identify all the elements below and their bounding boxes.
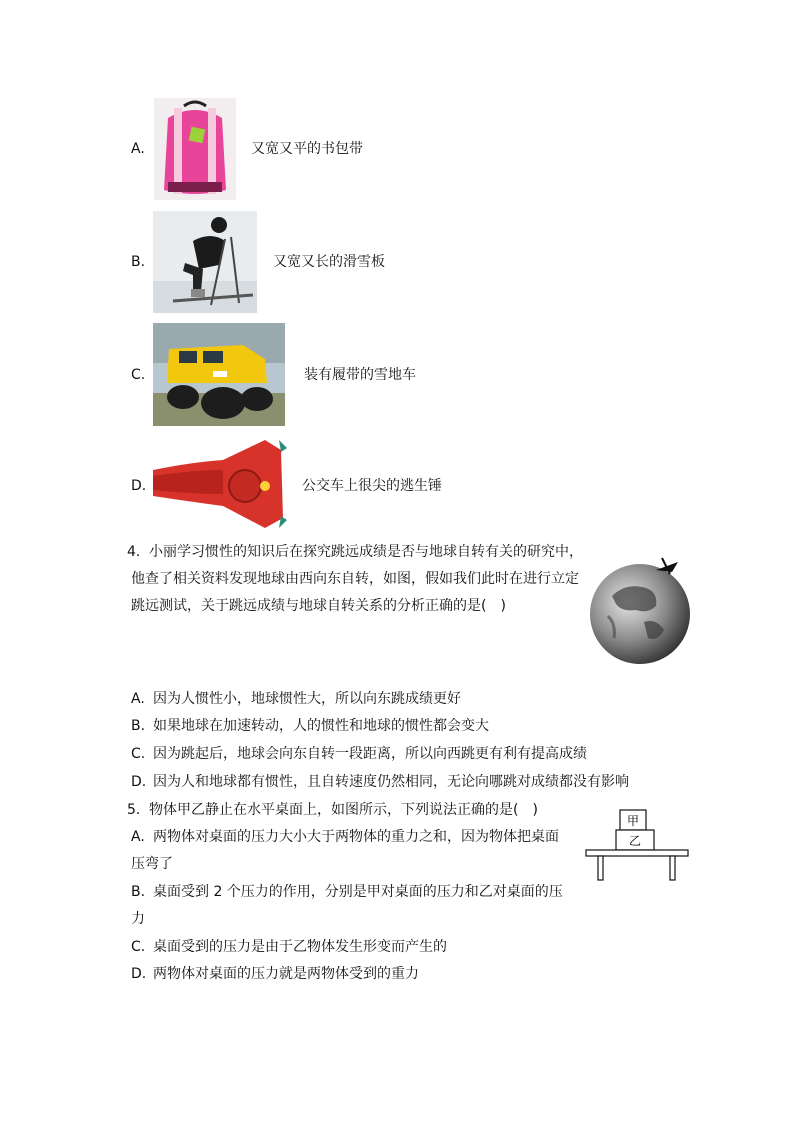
option-text: 因为人和地球都有惯性，且自转速度仍然相同，无论向哪跳对成绩都没有影响 — [153, 774, 629, 790]
option-text: 又宽又长的滑雪板 — [273, 254, 385, 270]
option-letter: B. — [131, 254, 146, 270]
option-text: 如果地球在加速转动，人的惯性和地球的惯性都会变大 — [153, 718, 489, 734]
option-letter: C. — [131, 746, 146, 762]
option-letter: D. — [131, 478, 147, 494]
option-text: 两物体对桌面的压力大小大于两物体的重力之和，因为物体把桌面 — [153, 829, 559, 845]
option-text-continued: 力 — [131, 911, 145, 927]
option-text: 因为跳起后，地球会向东自转一段距离，所以向西跳更有利有提高成绩 — [153, 746, 587, 762]
option-text: 装有履带的雪地车 — [304, 367, 416, 383]
option-text: 因为人惯性小，地球惯性大，所以向东跳成绩更好 — [153, 691, 461, 707]
option-letter: A. — [131, 691, 145, 707]
earth-globe-picture — [586, 552, 694, 666]
escape-hammer-photo — [153, 436, 289, 532]
pink-backpack-photo — [154, 98, 236, 200]
question-stem-line: 他查了相关资料发现地球由西向东自转，如图，假如我们此时在进行立定 — [131, 571, 579, 587]
option-text: 桌面受到 2 个压力的作用，分别是甲对桌面的压力和乙对桌面的压 — [153, 884, 563, 900]
option-letter: B. — [131, 718, 146, 734]
block-jia-label: 甲 — [626, 814, 640, 828]
block-yi-label: 乙 — [628, 834, 642, 848]
option-letter: C. — [131, 367, 146, 383]
option-letter: C. — [131, 939, 146, 955]
snow-vehicle-photo — [153, 323, 285, 426]
question-stem-line: 跳远测试，关于跳远成绩与地球自转关系的分析正确的是( ) — [131, 598, 506, 614]
table-blocks-figure — [584, 808, 690, 884]
option-text-continued: 压弯了 — [131, 856, 173, 872]
option-letter: A. — [131, 829, 145, 845]
skier-photo — [153, 211, 257, 313]
question-number: 4. — [127, 544, 141, 560]
option-letter: D. — [131, 966, 147, 982]
option-text: 两物体对桌面的压力就是两物体受到的重力 — [153, 966, 419, 982]
option-text: 公交车上很尖的逃生锤 — [302, 478, 442, 494]
question-stem-line: 小丽学习惯性的知识后在探究跳远成绩是否与地球自转有关的研究中， — [149, 544, 583, 560]
question-number: 5. — [127, 802, 141, 818]
option-letter: A. — [131, 141, 145, 157]
option-letter: D. — [131, 774, 147, 790]
option-text: 又宽又平的书包带 — [251, 141, 363, 157]
question-stem: 物体甲乙静止在水平桌面上，如图所示，下列说法正确的是( ) — [149, 802, 538, 818]
option-letter: B. — [131, 884, 146, 900]
option-text: 桌面受到的压力是由于乙物体发生形变而产生的 — [153, 939, 447, 955]
